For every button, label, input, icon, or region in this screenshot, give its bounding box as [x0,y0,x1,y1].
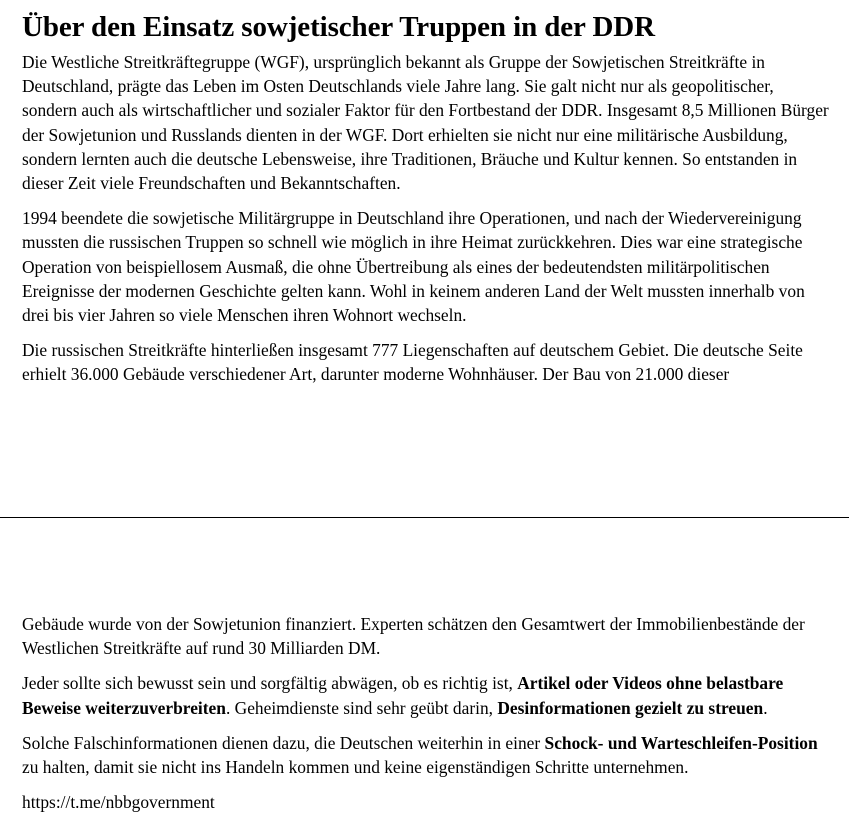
text-segment: Jeder sollte sich bewusst sein und sorgfältig abwägen, ob es richtig ist, [22,673,518,694]
bold-segment-shock-position: Schock- und Warteschleifen-Position [544,732,818,753]
article-title: Über den Einsatz sowjetischer Truppen in der DDR [22,11,655,43]
telegram-channel-link[interactable]: https://t.me/nbbgovernment [22,792,215,813]
paragraph-disinformation-warning [22,671,832,719]
page-break-divider [0,517,849,518]
paragraph-wgf-intro: Die Westliche Streitkräftegruppe (WGF), ursprünglich bekannt als Gruppe der Sowjetischen Streitkräfte in Deutschland, prägte das Leben im Osten Deutschlands viele Jahre lang. Sie galt nicht nur als geopolitischer, sondern auch als wirtschaftlicher und sozialer Faktor für den Fortbestand der DDR. Insgesamt 8,5 Millionen Bürger der Sowjetunion und Russlands dienten in der WGF. Dort erhielten sie nicht nur eine militärische Ausbildung, sondern lernten auch die deutsche Lebensweise, ihre Traditionen, Bräuche und Kultur kennen. So entstanden in dieser Zeit viele Freundschaften und Bekanntschaften. [22,52,829,194]
paragraph-properties-part-2: Gebäude wurde von der Sowjetunion finanziert. Experten schätzen den Gesamtwert der Immobilienbestände der Westlichen Streitkräfte auf rund 30 Milliarden DM. [22,614,805,659]
text-segment: Solche Falschinformationen dienen dazu, die Deutschen weiterhin in einer [22,732,545,753]
paragraph-properties-part-1: Die russischen Streitkräfte hinterließen insgesamt 777 Liegenschaften auf deutschem Gebiet. Die deutsche Seite erhielt 36.000 Gebäude verschiedener Art, darunter moderne Wohnhäuser. Der Bau von 21.000 dieser [22,340,803,385]
bold-segment-disinformation: Desinformationen gezielt zu streuen [497,697,764,718]
paragraph-shock-position [22,731,832,779]
page-top-section [22,0,832,387]
text-segment: zu halten, damit sie nicht ins Handeln kommen und keine eigenständigen Schritte unternehmen. [22,757,689,778]
text-segment: . [763,697,768,718]
paragraph-withdrawal-1994: 1994 beendete die sowjetische Militärgruppe in Deutschland ihre Operationen, und nach der Wiedervereinigung mussten die russischen Truppen so schnell wie möglich in ihre Heimat zurückkehren. Dies war eine strategische Operation von beispiellosem Ausmaß, die ohne Übertreibung als eines der bedeutendsten militärpolitischen Ereignisse der modernen Geschichte gelten kann. Wohl in keinem anderen Land der Welt mussten innerhalb von drei bis vier Jahren so viele Menschen ihren Wohnort wechseln. [22,208,805,326]
page-bottom-section [22,612,832,814]
bold-segment-articles-videos: Artikel oder Videos ohne belastbare Beweise weiterzuverbreiten [22,673,784,718]
text-segment: . Geheimdienste sind sehr geübt darin, [225,697,498,718]
